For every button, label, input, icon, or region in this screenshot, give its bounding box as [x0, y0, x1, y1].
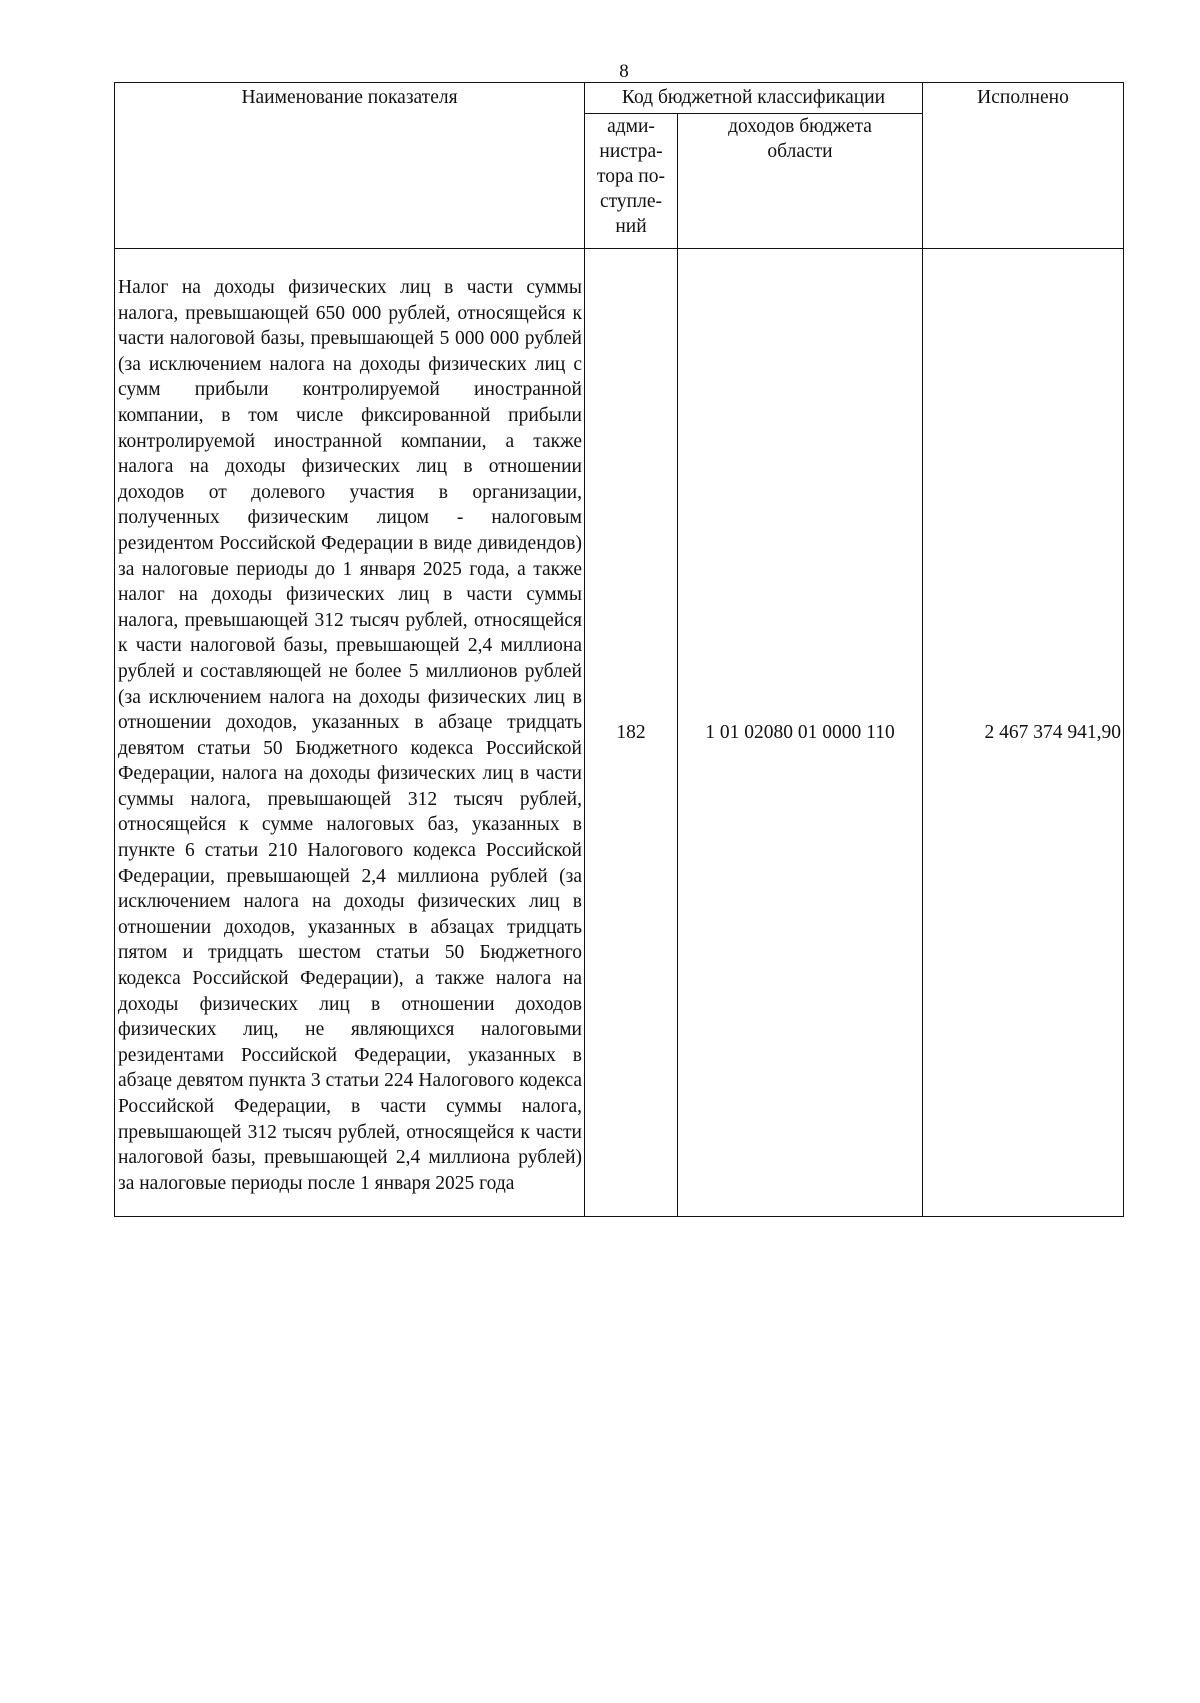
header-line: тора по- [597, 166, 665, 187]
header-revenue-administrator [585, 114, 678, 249]
header-row-1 [115, 83, 1124, 114]
header-line: ний [615, 216, 647, 237]
table-row [115, 249, 1124, 1217]
header-regional-income [678, 114, 923, 249]
header-executed: Исполнено [923, 83, 1124, 249]
header-line: доходов бюджета [728, 116, 872, 137]
header-admin-text [585, 114, 677, 239]
executed-amount-cell: 2 467 374 941,90 [923, 249, 1124, 1217]
header-income-text [678, 114, 922, 164]
header-line: области [767, 141, 833, 162]
header-line: адми- [607, 116, 655, 137]
header-line: ступле- [600, 191, 662, 212]
header-line: нистра- [599, 141, 663, 162]
header-indicator-name: Наименование показателя [115, 83, 585, 249]
indicator-name-cell: Налог на доходы физических лиц в части суммы налога, превышающей 650 000 рублей, относящейся к части налоговой базы, превышающей 5 000 000 рублей (за исключением налога на доходы физических лиц с сумм прибыли контролируемой иностранной компании, в том числе фиксированной прибыли контролируемой иностранной компании, а также налога на доходы физических лиц в отношении доходов от долевого участия в организации, полученных физическим лицом - налоговым резидентом Российской Федерации в виде дивидендов) за налоговые периоды до 1 января 2025 года, а также налог на доходы физических лиц в части суммы налога, превышающей 312 тысяч рублей, относящейся к части налоговой базы, превышающей 2,4 миллиона рублей и составляющей не более 5 миллионов рублей (за исключением налога на доходы физических лиц в отношении доходов, указанных в абзаце тридцать девятом статьи 50 Бюджетного кодекса Российской Федерации, налога на доходы физических лиц в части суммы налога, превышающей 312 тысяч рублей, относящейся к сумме налоговых баз, указанных в пункте 6 статьи 210 Налогового кодекса Российской Федерации, превышающей 2,4 миллиона рублей (за исключением налога на доходы физических лиц в отношении доходов, указанных в абзацах тридцать пятом и тридцать шестом статьи 50 Бюджетного кодекса Российской Федерации), а также налога на доходы физических лиц в отношении доходов физических лиц, не являющихся налоговыми резидентами Российской Федерации, указанных в абзаце девятом пункта 3 статьи 224 Налогового кодекса Российской Федерации, в части суммы налога, превышающей 312 тысяч рублей, относящейся к части налоговой базы, превышающей 2,4 миллиона рублей) за налоговые периоды после 1 января 2025 года [115, 249, 585, 1217]
admin-code-cell: 182 [585, 249, 678, 1217]
header-classification-code: Код бюджетной классификации [585, 83, 923, 114]
income-code-cell: 1 01 02080 01 0000 110 [678, 249, 923, 1217]
page-number: 8 [619, 61, 629, 82]
budget-report-table [114, 82, 1124, 1217]
